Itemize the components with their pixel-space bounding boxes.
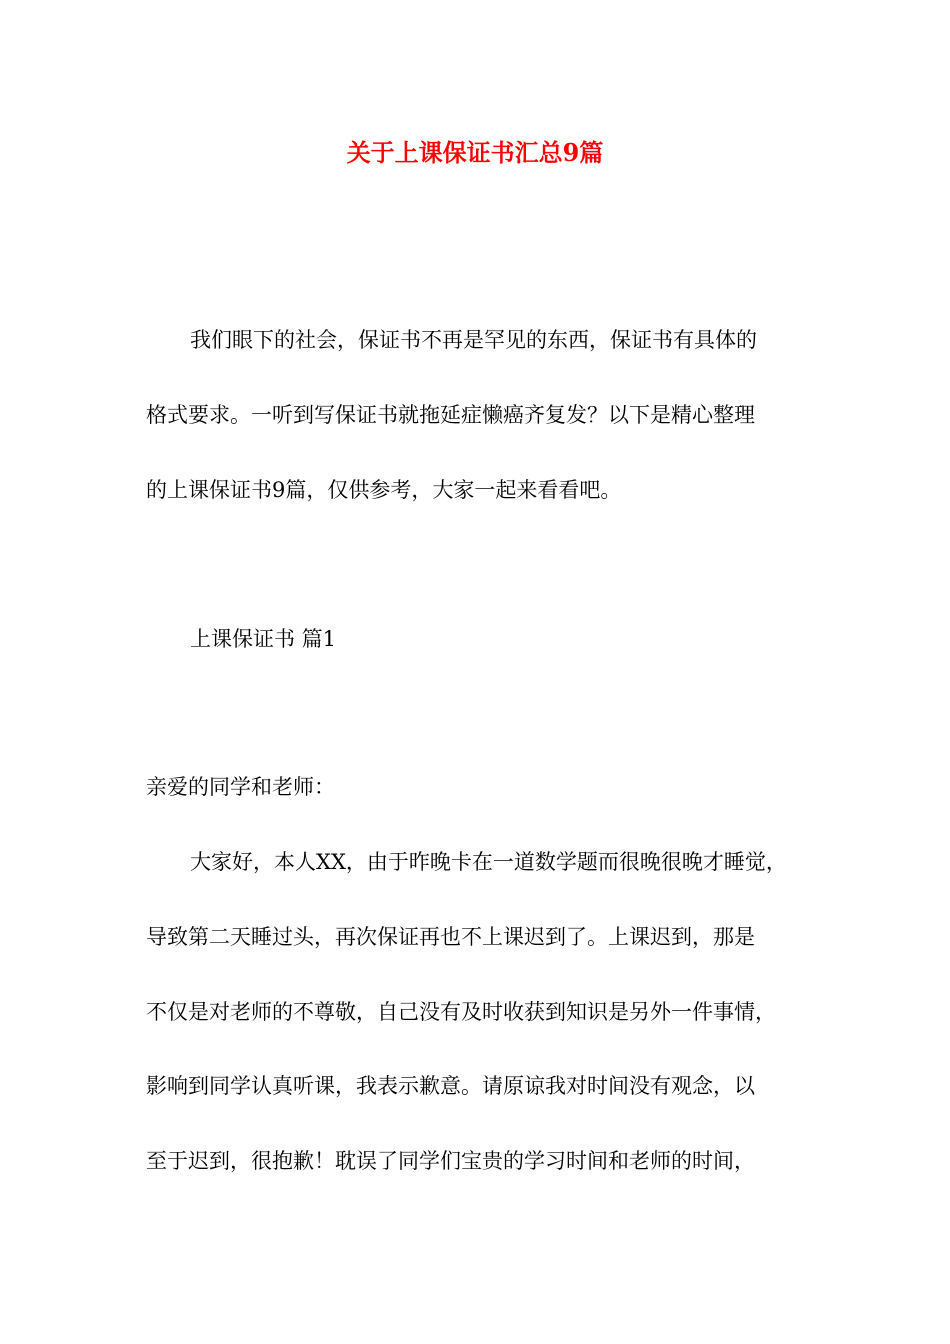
paragraph-line: 至于迟到，很抱歉！耽误了同学们宝贵的学习时间和老师的时间， (146, 1149, 755, 1173)
salutation: 亲爱的同学和老师： (146, 775, 335, 799)
paragraph-line: 我们眼下的社会，保证书不再是罕见的东西，保证书有具体的 (190, 328, 757, 352)
paragraph-line: 不仅是对老师的不尊敬，自己没有及时收获到知识是另外一件事情， (146, 1000, 776, 1024)
document-title: 关于上课保证书汇总9篇 (346, 138, 604, 167)
paragraph-line: 影响到同学认真听课，我表示歉意。请原谅我对时间没有观念，以 (146, 1074, 755, 1098)
paragraph-line: 大家好，本人XX，由于昨晚卡在一道数学题而很晚很晚才睡觉， (190, 850, 787, 874)
paragraph-line: 的上课保证书9篇，仅供参考，大家一起来看看吧。 (146, 478, 622, 502)
paragraph-line: 导致第二天睡过头，再次保证再也不上课迟到了。上课迟到，那是 (146, 925, 755, 949)
paragraph-line: 格式要求。一听到写保证书就拖延症懒癌齐复发？以下是精心整理 (146, 403, 755, 427)
section-heading: 上课保证书 篇1 (190, 627, 337, 651)
